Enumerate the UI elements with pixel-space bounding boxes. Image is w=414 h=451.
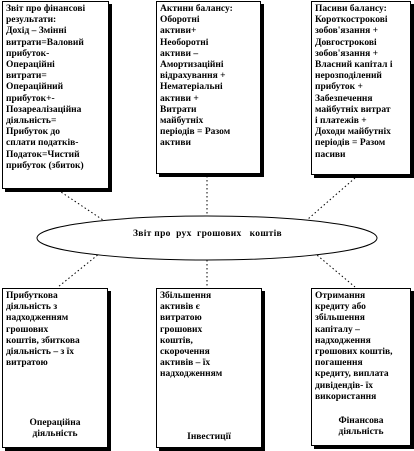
operating-activity-text: Прибуткова діяльність з надходженням грошових коштів, збиткова діяльність – з їх витратою — [6, 291, 80, 369]
center-label: Звіт про рух грошових коштів — [132, 229, 282, 239]
connector-top-right — [300, 178, 355, 226]
operating-activity-box — [2, 288, 108, 448]
operating-activity-caption: Операційна діяльність — [29, 418, 81, 439]
balance-liabilities-box — [311, 1, 411, 175]
financing-activity-caption: Фінансова діяльність — [338, 416, 384, 437]
balance-liabilities-text: Пасиви балансу: Короткострокові зобов'язання + Довгострокові зобов'язання + Власний капітал і нерозподілений прибуток + Забезпечення майбутніх витрат і платежів + Доходи майбутніх періодів = Разом пасиви — [315, 4, 393, 160]
income-statement-box — [2, 1, 109, 189]
financing-activity-text: Отримання кредиту або збільшення капіталу – надходження грошових коштів, погашення кредиту, виплата дивідендів- їх використання — [315, 291, 393, 402]
financing-activity-box — [311, 288, 411, 446]
income-statement-text: Звіт про фінансові результати: Дохід – Змінні витрати=Валовий прибуток- Операційні витрати= Операційний прибуток+- Позареалізаційна діяльність= Прибуток до сплати податків- Податок=Чистий прибуток (збиток) — [6, 4, 86, 171]
investments-text: Збільшення активів є витратою грошових коштів, скорочення активів – їх надходженням — [160, 291, 223, 380]
investments-box — [156, 288, 262, 448]
investments-caption: Інвестиції — [187, 432, 231, 442]
balance-assets-text: Актини балансу: Оборотні активи+ Необоротні активи – Амортизаційні відрахування + Нематеріальні активи + Витрати майбутніх періодів = Разом активи — [160, 4, 233, 149]
balance-assets-box — [156, 1, 261, 174]
